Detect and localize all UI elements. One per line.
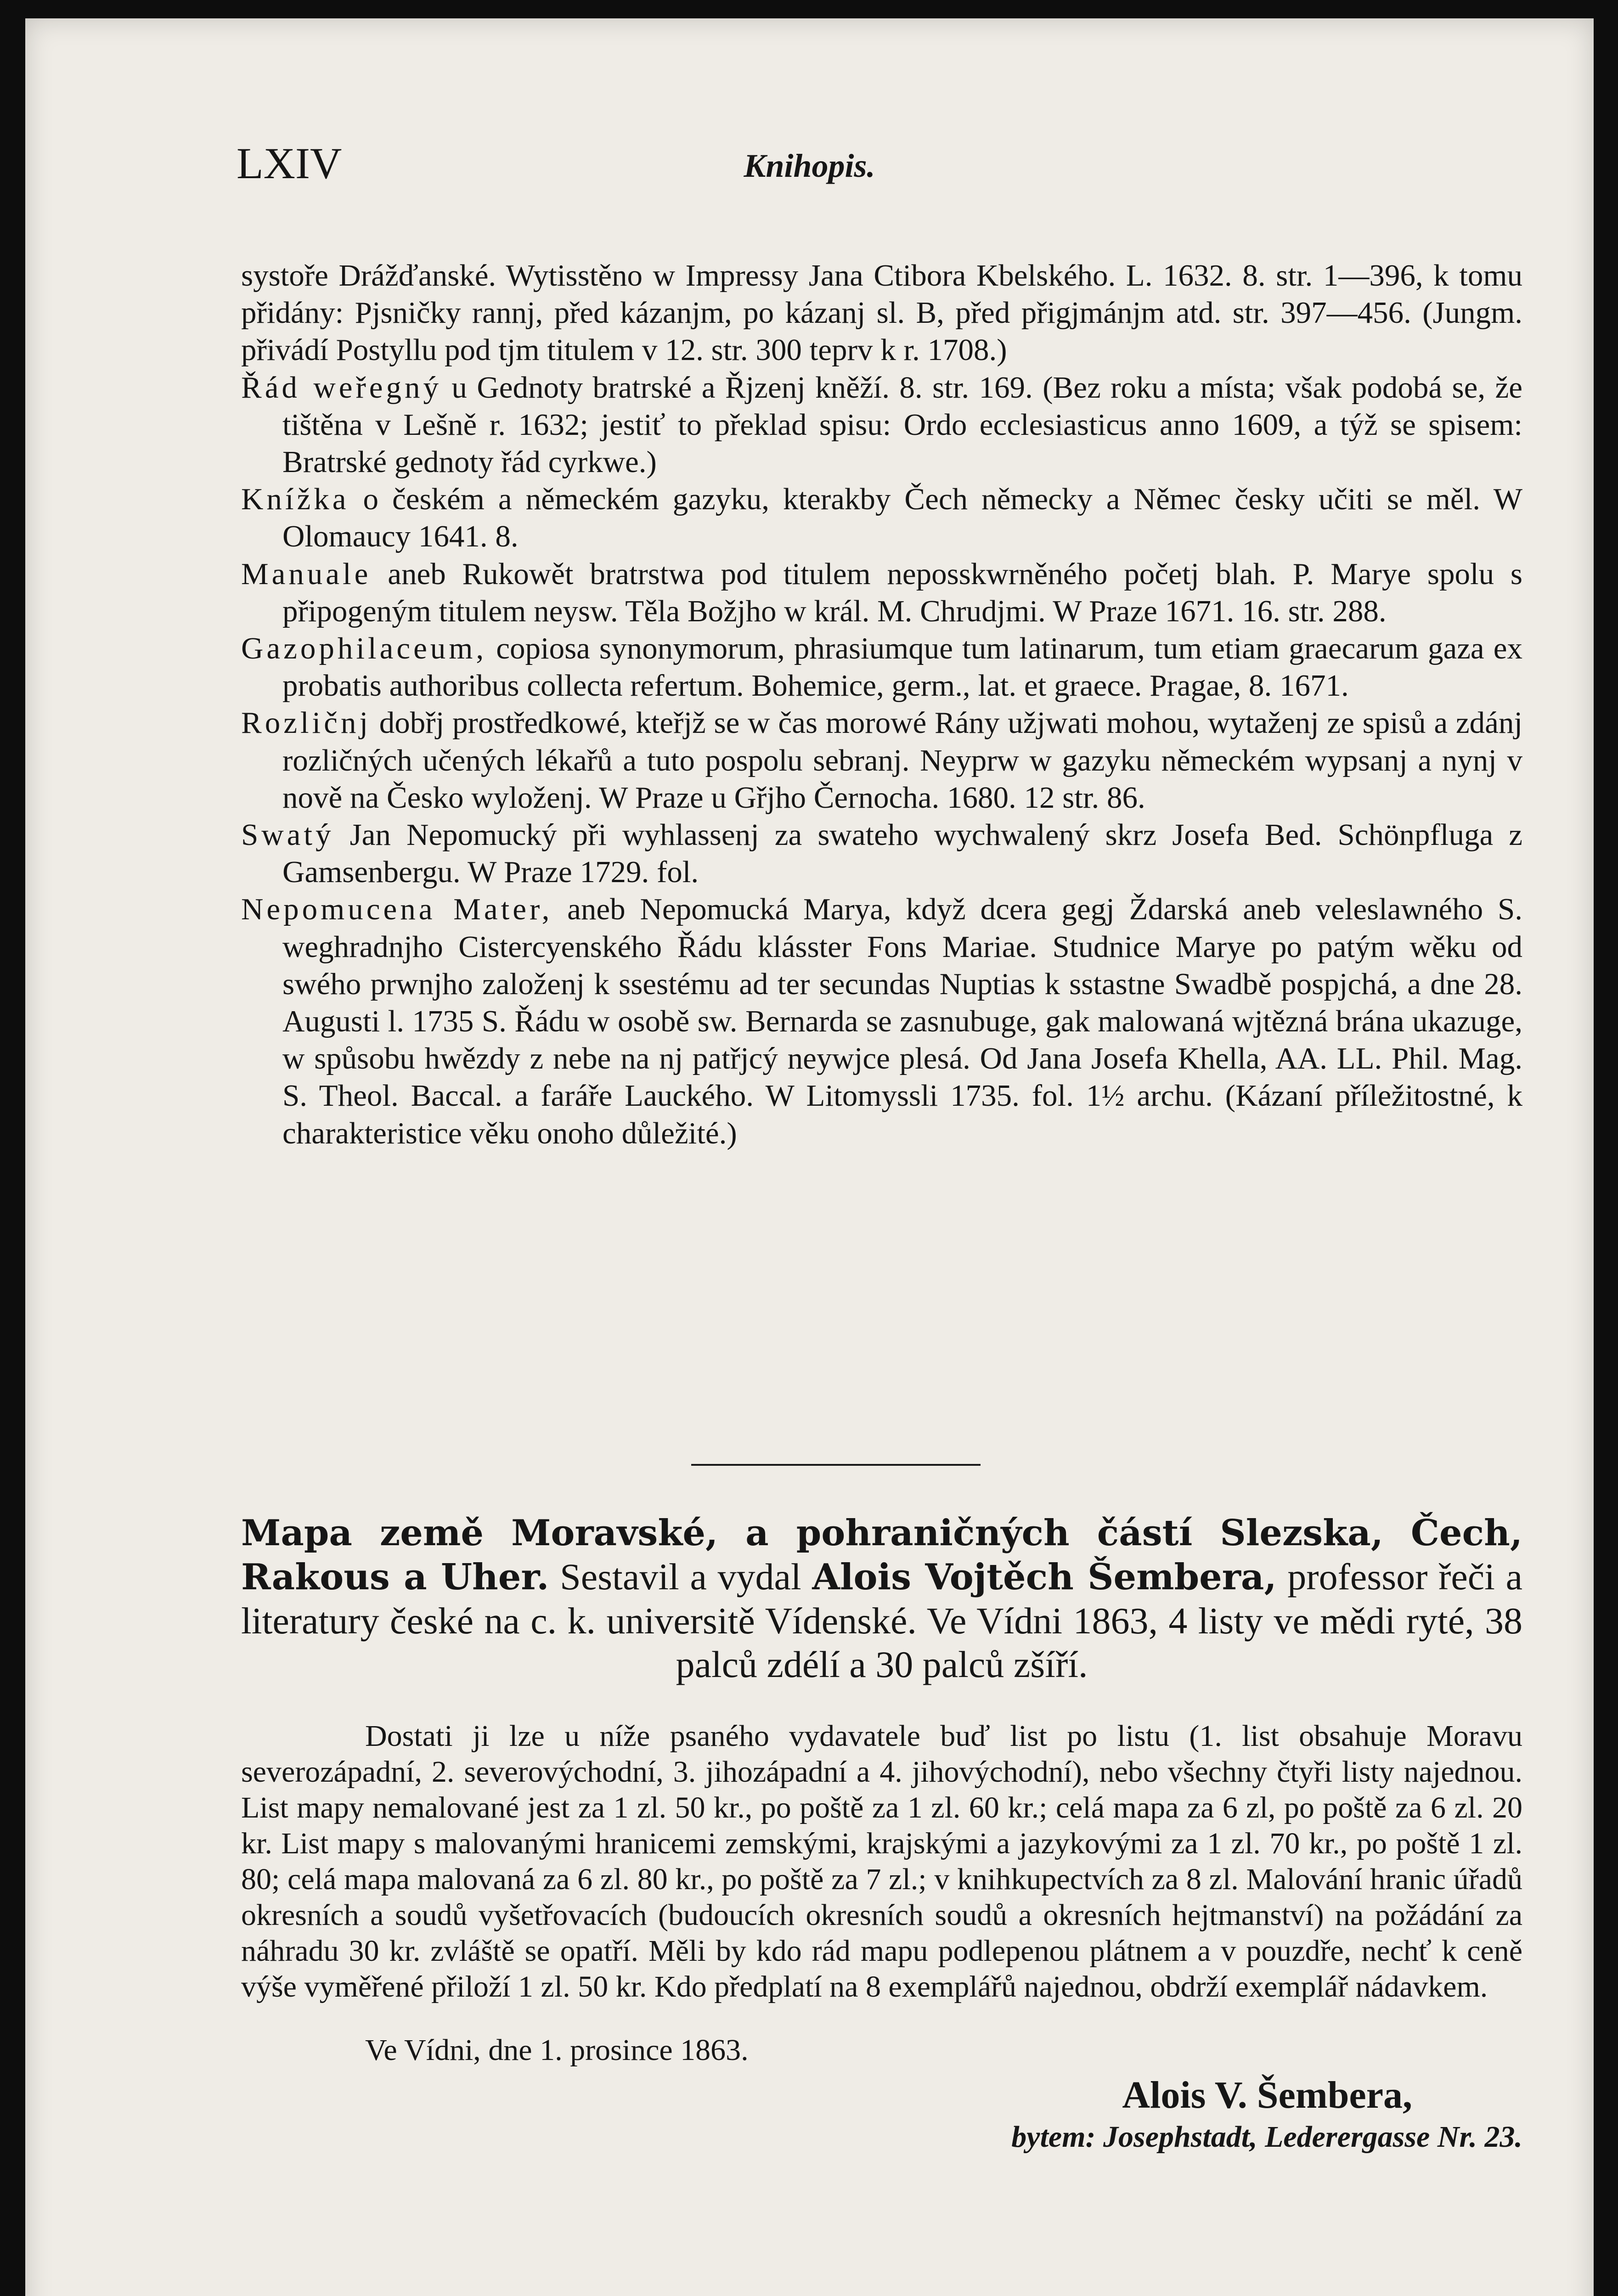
page-header	[25, 138, 1594, 207]
entry	[241, 630, 1522, 704]
running-title: Knihopis.	[744, 147, 875, 184]
advert-body: Dostati ji lze u níže psaného vydavatele buď list po listu (1. list obsahuje Moravu severozápadní, 2. severovýchodní, 3. jihozápadní a 4. jihovýchodní), nebo všechny čtyři listy najednou. List mapy nemalované jest za 1 zl. 50 kr., po poště za 1 zl. 60 kr.; celá mapa za 6 zl, po poště za 6 zl. 20 kr. List mapy s malovanými hranicemi zemskými, krajskými a jazykovými za 1 zl. 70 kr., po poště 1 zl. 80; celá mapa malovaná za 6 zl. 80 kr., po poště za 7 zl.; v knihkupectvích za 8 zl. Malování hranic úřadů okresních a soudů vyšetřovacích (budoucích okresních soudů a okresních hejtmanství) na požádání za náhradu 30 kr. zvláště se opatří. Měli by kdo rád mapu podlepenou plátnem a v pouzdře, nechť k ceně výše vyměřené přiloží 1 zl. 50 kr. Kdo předplatí na 8 exemplářů najednou, obdrží exemplář nádavkem.	[241, 1719, 1522, 2003]
entry-head: Knížka	[241, 482, 350, 517]
entry-text: o českém a německém gazyku, kterakby Čech německy a Němec česky učiti se měl. W Olomaucy 1641. 8.	[282, 482, 1522, 554]
entry	[241, 816, 1522, 891]
advert-title-text: Sestavil a vydal	[549, 1556, 812, 1598]
entry-head: Swatý	[241, 818, 334, 852]
advert-title-map: Mapa země Moravské, a pohraničných částí Slezska, Čech, Rakous a Uher.	[241, 1512, 1522, 1598]
entry	[241, 369, 1522, 481]
page-number: LXIV	[237, 139, 342, 188]
entry-text: dobřj prostředkowé, kteřjž se w čas morowé Rány užjwati mohou, wytaženj ze spisů a zdánj rozličných učených lékařů a tuto pospolu sebranj. Neyprw w gazyku německém wypsanj a nynj v nově na Česko wyloženj. W Praze u Gřjho Černocha. 1680. 12 str. 86.	[282, 706, 1522, 815]
entry-text: u Gednoty bratrské a Řjzenj kněží. 8. str. 169. (Bez roku a místa; však podobá se, že tištěna v Lešně r. 1632; jestiť to překlad spisu: Ordo ecclesiasticus anno 1609, a týž se spisem: Bratrské gednoty řád cyrkwe.)	[282, 370, 1522, 479]
entry-head: Gazophilaceum,	[241, 631, 487, 666]
entry-text: aneb Rukowět bratrstwa pod titulem neposskwrněného početj blah. P. Marye spolu s připogeným titulem neysw. Těla Božjho w král. M. Chrudjmi. W Praze 1671. 16. str. 288.	[282, 557, 1522, 628]
entry-head: Rozličnj	[241, 706, 372, 740]
entry-head: Řád weřegný	[241, 370, 442, 405]
entry-head: Manuale	[241, 557, 372, 591]
entry	[241, 556, 1522, 630]
section-divider	[691, 1464, 981, 1466]
entry-text: copiosa synonymorum, phrasiumque tum latinarum, tum etiam graecarum gaza ex probatis authoribus collecta refertum. Bohemice, germ., lat. et graece. Pragae, 8. 1671.	[282, 631, 1522, 703]
entry-text: Jan Nepomucký při wyhlassenj za swateho wychwalený skrz Josefa Bed. Schönpfluga z Gamsenbergu. W Praze 1729. fol.	[282, 818, 1522, 889]
entry-text: systoře Drážďanské. Wytisstěno w Impressy Jana Ctibora Kbelského. L. 1632. 8. str. 1—396, k tomu přidány: Pjsničky rannj, před kázanjm, po kázanj sl. B, před přigjmánjm atd. str. 397—456. (Jungm. přivádí Postyllu pod tjm titulem v 12. str. 300 teprv k r. 1708.)	[241, 259, 1522, 367]
page-sheet	[25, 18, 1594, 2296]
advert-title	[241, 1511, 1522, 1686]
advert-date: Ve Vídni, dne 1. prosince 1863.	[365, 2033, 749, 2067]
advert-title-details: professor řeči a literatury české na c. k. universitě Vídenské. Ve Vídni 1863, 4 listy ve mědi ryté, 38 palců zdélí a 30 palců zšíří.	[241, 1556, 1522, 1685]
advert-address: bytem: Josephstadt, Lederergasse Nr. 23.	[1011, 2120, 1522, 2154]
entry	[241, 257, 1522, 369]
map-advertisement	[241, 1511, 1522, 2155]
advert-title-author: Alois Vojtěch Šembera,	[812, 1556, 1277, 1598]
entry-head: Nepomucena Mater,	[241, 892, 553, 927]
entry	[241, 891, 1522, 1152]
entry	[241, 481, 1522, 555]
bibliography-entries	[241, 257, 1522, 1152]
entry	[241, 704, 1522, 816]
advert-signature: Alois V. Šembera,	[1122, 2074, 1412, 2116]
entry-text: aneb Nepomucká Marya, když dcera gegj Ždarská aneb veleslawného S. weghradnjho Cistercyenského Řádu klásster Fons Mariae. Studnice Marye po patým wěku od swého prwnjho založenj k ssestému ad ter secundas Nuptias k sstastne Swadbě pospjchá, a dne 28. Augusti l. 1735 S. Řádu w osobě sw. Bernarda se zasnubuge, gak malowaná wjtězná brána ukazuge, w spůsobu hwězdy z nebe na nj patřjcý neywjce plesá. Od Jana Josefa Khella, AA. LL. Phil. Mag. S. Theol. Baccal. a faráře Lauckého. W Litomyssli 1735. fol. 1½ archu. (Kázaní příležitostné, k charakteristice věku onoho důležité.)	[282, 892, 1522, 1150]
